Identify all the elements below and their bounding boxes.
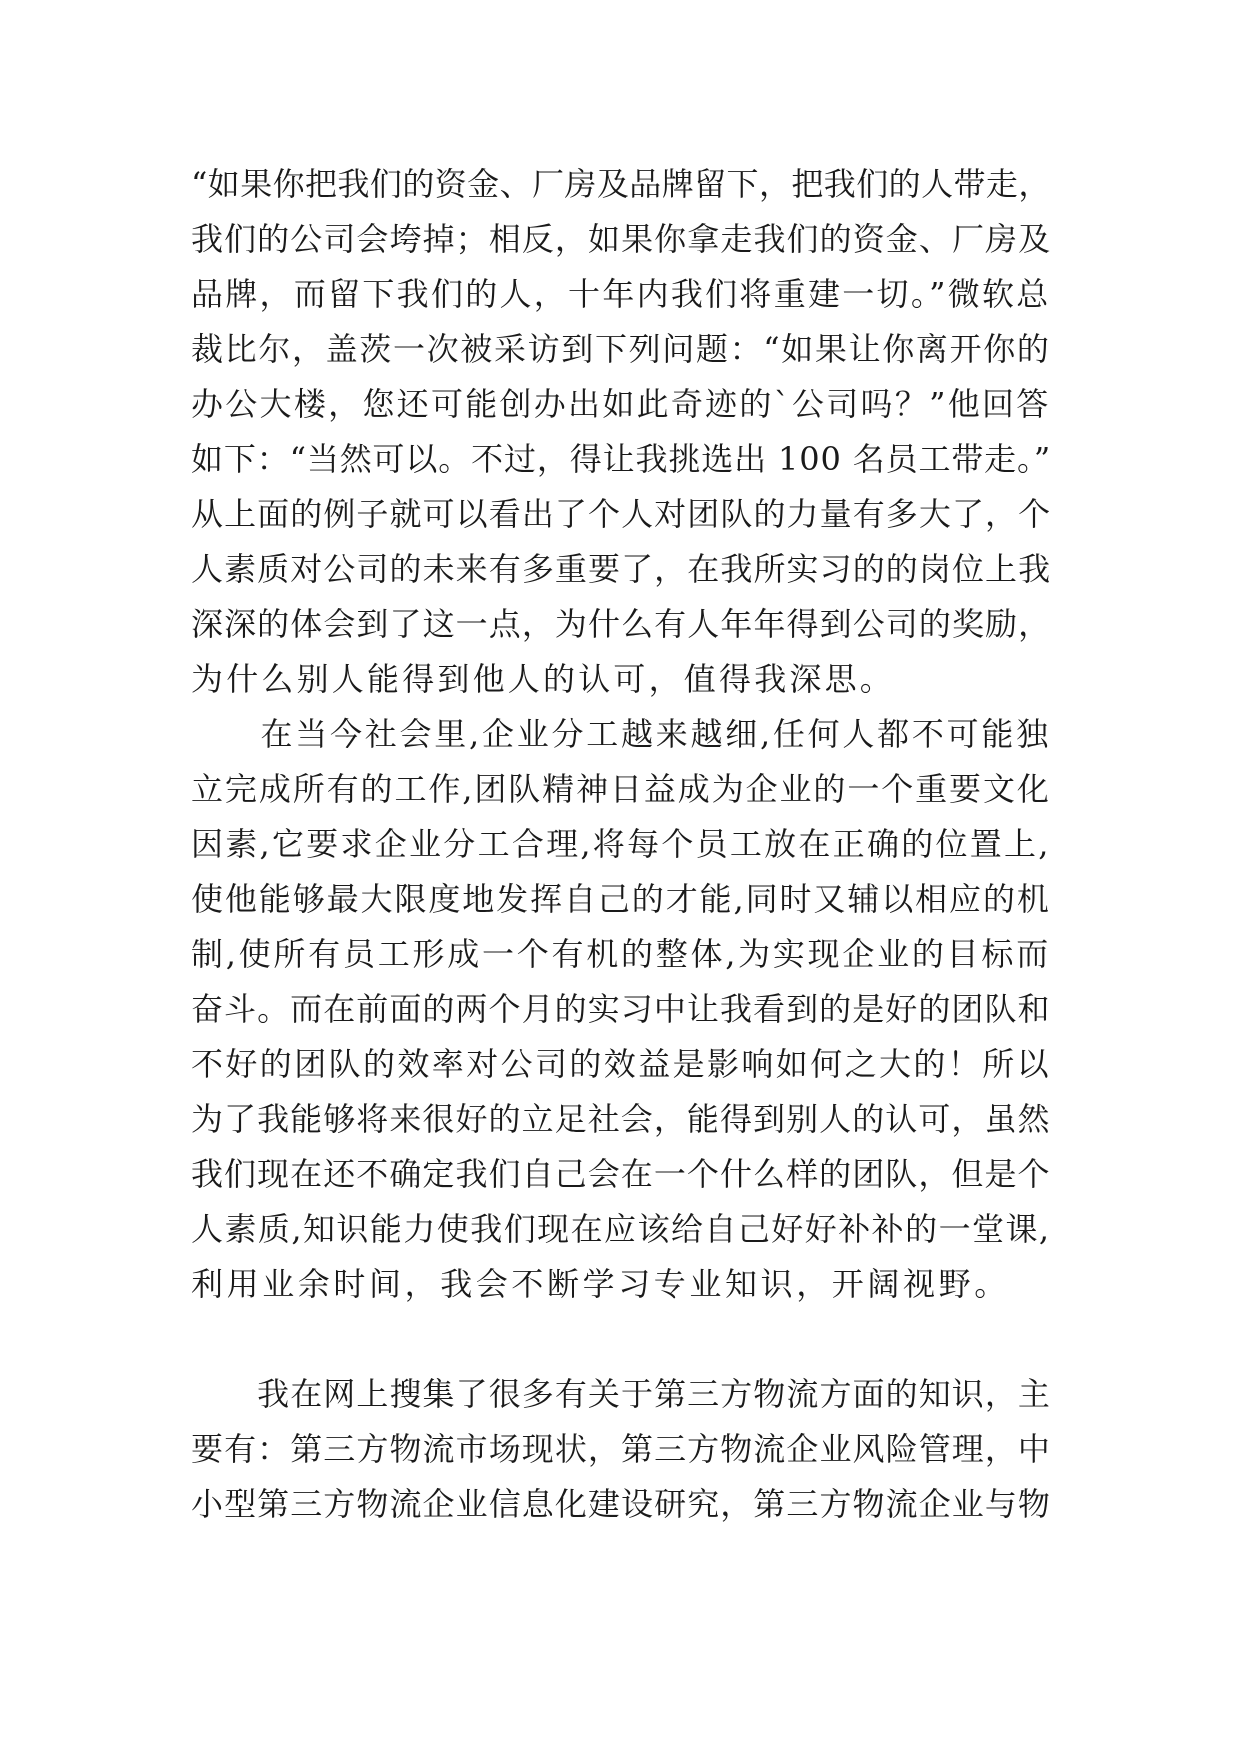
text-line: 办公大楼，您还可能创办出如此奇迹的`公司吗？”他回答 xyxy=(191,385,1051,423)
paragraph-quote xyxy=(191,157,1051,707)
text-line: 制,使所有员工形成一个有机的整体,为实现企业的目标而 xyxy=(191,935,1051,973)
text-line: 品牌，而留下我们的人，十年内我们将重建一切。”微软总 xyxy=(191,275,1051,313)
text-line: 我在网上搜集了很多有关于第三方物流方面的知识，主 xyxy=(191,1375,1052,1413)
text-line: 立完成所有的工作,团队精神日益成为企业的一个重要文化 xyxy=(191,770,1051,808)
text-line: 人素质对公司的未来有多重要了，在我所实习的的岗位上我 xyxy=(191,550,1052,588)
text-line: 裁比尔，盖茨一次被采访到下列问题：“如果让你离开你的 xyxy=(191,330,1051,368)
text-line: “如果你把我们的资金、厂房及品牌留下，把我们的人带走， xyxy=(191,165,1051,203)
text-line: 利用业余时间，我会不断学习专业知识，开阔视野。 xyxy=(191,1265,1010,1303)
text-line: 不好的团队的效率对公司的效益是影响如何之大的！所以 xyxy=(191,1045,1052,1083)
text-line: 人素质,知识能力使我们现在应该给自己好好补补的一堂课, xyxy=(191,1210,1051,1248)
text-line: 我们现在还不确定我们自己会在一个什么样的团队，但是个 xyxy=(191,1155,1051,1193)
text-line: 奋斗。而在前面的两个月的实习中让我看到的是好的团队和 xyxy=(191,990,1051,1028)
text-line: 在当今社会里,企业分工越来越细,任何人都不可能独 xyxy=(191,715,1051,753)
text-line: 使他能够最大限度地发挥自己的才能,同时又辅以相应的机 xyxy=(191,880,1051,918)
text-line: 我们的公司会垮掉；相反，如果你拿走我们的资金、厂房及 xyxy=(191,220,1052,258)
text-line: 如下：“当然可以。不过，得让我挑选出 100 名员工带走。” xyxy=(191,440,1052,478)
text-line: 为什么别人能得到他人的认可，值得我深思。 xyxy=(191,660,896,698)
paragraph-team-spirit xyxy=(191,707,1051,1312)
text-line: 因素,它要求企业分工合理,将每个员工放在正确的位置上, xyxy=(191,825,1051,863)
text-line: 从上面的例子就可以看出了个人对团队的力量有多大了，个 xyxy=(191,495,1052,533)
text-line: 为了我能够将来很好的立足社会，能得到别人的认可，虽然 xyxy=(191,1100,1051,1138)
text-line: 小型第三方物流企业信息化建设研究，第三方物流企业与物 xyxy=(191,1485,1052,1523)
text-line: 深深的体会到了这一点，为什么有人年年得到公司的奖励， xyxy=(191,605,1052,643)
text-line: 要有：第三方物流市场现状，第三方物流企业风险管理，中 xyxy=(191,1430,1052,1468)
paragraph-logistics xyxy=(191,1367,1051,1532)
